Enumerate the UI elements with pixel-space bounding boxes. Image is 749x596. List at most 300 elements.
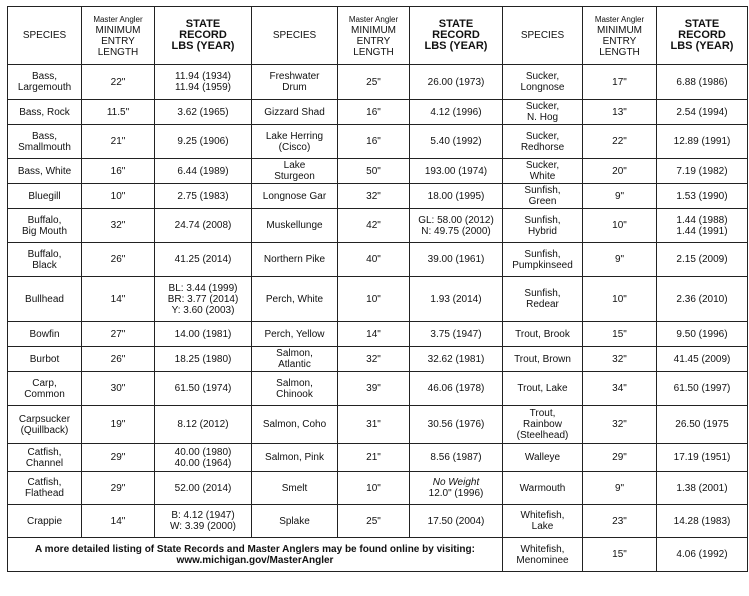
text-line: 14.00 (1981) bbox=[174, 328, 232, 340]
state-record-cell bbox=[657, 277, 748, 322]
text-line: Warmouth bbox=[519, 482, 566, 494]
species-cell bbox=[503, 277, 583, 322]
species-cell bbox=[8, 505, 82, 538]
species-cell bbox=[8, 159, 82, 184]
species-cell bbox=[252, 277, 338, 322]
state-record-cell bbox=[155, 406, 252, 444]
text-line: Carpsucker bbox=[18, 413, 71, 425]
text-line: Largemouth bbox=[17, 82, 72, 93]
text-line: Northern Pike bbox=[263, 254, 326, 265]
min-length-cell: 10" bbox=[338, 472, 410, 505]
state-record-cell bbox=[410, 243, 503, 277]
header-line: MINIMUM bbox=[597, 24, 642, 36]
text-line: Salmon, bbox=[276, 348, 313, 359]
text-line: Sturgeon bbox=[274, 171, 315, 182]
text-line: Perch, Yellow bbox=[264, 328, 325, 340]
text-line: 26.50 (1975 bbox=[675, 419, 729, 430]
text-line: Flathead bbox=[25, 488, 64, 499]
min-length-cell: 32" bbox=[338, 347, 410, 372]
text-line: Pumpkinseed bbox=[512, 259, 573, 271]
text-line: Buffalo, bbox=[27, 214, 62, 226]
min-length-cell: 26" bbox=[82, 347, 155, 372]
species-cell bbox=[252, 125, 338, 159]
text-line: Trout, bbox=[529, 408, 556, 419]
table-row bbox=[8, 505, 748, 538]
state-records-table bbox=[7, 6, 748, 572]
min-length-cell: 13" bbox=[583, 100, 657, 125]
state-record-cell bbox=[410, 372, 503, 406]
min-length-cell: 25" bbox=[338, 65, 410, 100]
species-cell bbox=[8, 125, 82, 159]
header-row bbox=[8, 7, 748, 65]
text-line: 11.94 (1934) bbox=[175, 71, 231, 82]
text-line: No Weight bbox=[432, 477, 480, 488]
text-line: W: 3.39 (2000) bbox=[170, 521, 236, 532]
min-length-cell: 34" bbox=[583, 372, 657, 406]
state-record-cell bbox=[657, 243, 748, 277]
text-line: (Cisco) bbox=[278, 141, 311, 153]
text-line: 61.50 (1997) bbox=[673, 383, 731, 394]
text-line: 1.44 (1991) bbox=[676, 225, 728, 237]
text-line: Lake bbox=[283, 160, 306, 171]
min-length-cell: 32" bbox=[338, 184, 410, 209]
text-line: 30.56 (1976) bbox=[427, 419, 485, 430]
state-record-cell bbox=[657, 159, 748, 184]
min-length-cell: 26" bbox=[82, 243, 155, 277]
text-line: 24.74 (2008) bbox=[174, 220, 232, 231]
text-line: Catfish, bbox=[27, 446, 62, 458]
table-row bbox=[8, 100, 748, 125]
text-line: Sucker, bbox=[525, 71, 560, 82]
min-length-cell: 30" bbox=[82, 372, 155, 406]
state-record-cell bbox=[410, 277, 503, 322]
species-cell bbox=[503, 505, 583, 538]
min-length-cell: 21" bbox=[338, 444, 410, 472]
state-record-cell bbox=[657, 184, 748, 209]
state-record-cell bbox=[410, 505, 503, 538]
header-line: LBS (YEAR) bbox=[424, 40, 488, 52]
text-line: 11.94 (1959) bbox=[175, 82, 231, 93]
min-length-cell: 14" bbox=[338, 322, 410, 347]
text-line: 1.93 (2014) bbox=[430, 293, 482, 305]
min-length-cell: 10" bbox=[82, 184, 155, 209]
table-row bbox=[8, 209, 748, 243]
min-length-cell: 27" bbox=[82, 322, 155, 347]
text-line: 193.00 (1974) bbox=[424, 165, 488, 177]
text-line: Trout, Brown bbox=[514, 353, 571, 365]
text-line: Y: 3.60 (2003) bbox=[171, 304, 235, 316]
min-length-cell: 29" bbox=[82, 472, 155, 505]
species-cell bbox=[8, 100, 82, 125]
species-cell bbox=[503, 65, 583, 100]
state-record-cell bbox=[657, 347, 748, 372]
text-line: 1.38 (2001) bbox=[676, 482, 728, 494]
state-record-header bbox=[657, 7, 748, 65]
min-length-cell: 16" bbox=[338, 125, 410, 159]
text-line: 2.36 (2010) bbox=[676, 293, 728, 305]
state-record-cell bbox=[657, 209, 748, 243]
species-cell bbox=[503, 125, 583, 159]
species-cell bbox=[252, 505, 338, 538]
min-length-cell: 11.5" bbox=[82, 100, 155, 125]
min-length-header bbox=[82, 7, 155, 65]
master-angler-label: Master Angler bbox=[348, 14, 399, 24]
text-line: Longnose Gar bbox=[262, 190, 327, 202]
text-line: Catfish, bbox=[27, 477, 62, 488]
table-row bbox=[8, 372, 748, 406]
species-cell bbox=[8, 322, 82, 347]
text-line: Whitefish, bbox=[520, 510, 565, 521]
min-length-cell: 9" bbox=[583, 243, 657, 277]
min-length-cell: 50" bbox=[338, 159, 410, 184]
table-row bbox=[8, 243, 748, 277]
state-record-cell bbox=[410, 65, 503, 100]
min-length-cell: 16" bbox=[338, 100, 410, 125]
header-line: RECORD bbox=[179, 29, 227, 41]
master-angler-label: Master Angler bbox=[594, 14, 645, 24]
text-line: 12.89 (1991) bbox=[673, 136, 731, 147]
text-line: 18.25 (1980) bbox=[174, 353, 232, 365]
header-line: STATE bbox=[684, 18, 720, 30]
state-record-header bbox=[410, 7, 503, 65]
text-line: Trout, Brook bbox=[515, 328, 570, 340]
state-record-cell bbox=[657, 472, 748, 505]
min-length-cell: 20" bbox=[583, 159, 657, 184]
species-cell bbox=[252, 65, 338, 100]
state-record-cell bbox=[410, 347, 503, 372]
text-line: Smelt bbox=[281, 482, 308, 494]
text-line: Lake bbox=[531, 521, 554, 532]
text-line: Bowfin bbox=[29, 328, 60, 340]
text-line: 41.45 (2009) bbox=[673, 353, 731, 365]
header-line: ENTRY bbox=[101, 35, 135, 47]
text-line: 26.00 (1973) bbox=[427, 76, 485, 88]
text-line: White bbox=[529, 171, 556, 182]
state-record-cell bbox=[410, 159, 503, 184]
species-cell bbox=[503, 406, 583, 444]
text-line: BL: 3.44 (1999) bbox=[168, 282, 238, 294]
species-cell bbox=[503, 322, 583, 347]
species-cell bbox=[252, 209, 338, 243]
state-record-cell bbox=[410, 184, 503, 209]
state-record-cell bbox=[155, 65, 252, 100]
state-record-cell bbox=[155, 372, 252, 406]
species-cell bbox=[8, 184, 82, 209]
species-cell bbox=[8, 347, 82, 372]
text-line: Walleye bbox=[524, 452, 561, 463]
text-line: Splake bbox=[279, 515, 310, 527]
text-line: 52.00 (2014) bbox=[174, 482, 232, 494]
text-line: 2.75 (1983) bbox=[177, 190, 229, 202]
min-length-cell: 40" bbox=[338, 243, 410, 277]
species-cell bbox=[503, 538, 583, 572]
text-line: Rainbow bbox=[523, 419, 562, 430]
header-line: MINIMUM bbox=[351, 24, 396, 36]
state-record-cell bbox=[155, 243, 252, 277]
header-line: LENGTH bbox=[353, 46, 394, 58]
text-line: 39.00 (1961) bbox=[427, 254, 485, 265]
text-line: N. Hog bbox=[526, 112, 559, 123]
text-line: 7.19 (1982) bbox=[676, 165, 728, 177]
min-length-header bbox=[338, 7, 410, 65]
text-line: Burbot bbox=[29, 353, 60, 365]
min-length-cell: 42" bbox=[338, 209, 410, 243]
text-line: Bluegill bbox=[28, 190, 61, 202]
species-cell bbox=[503, 444, 583, 472]
min-length-cell: 29" bbox=[583, 444, 657, 472]
species-cell bbox=[252, 472, 338, 505]
species-header: SPECIES bbox=[8, 7, 82, 65]
state-record-cell bbox=[155, 472, 252, 505]
text-line: Whitefish, bbox=[520, 543, 565, 555]
state-record-cell bbox=[657, 100, 748, 125]
state-record-cell bbox=[410, 444, 503, 472]
state-record-cell bbox=[155, 184, 252, 209]
text-line: 2.15 (2009) bbox=[676, 254, 728, 265]
text-line: 18.00 (1995) bbox=[427, 190, 485, 202]
text-line: 9.50 (1996) bbox=[676, 328, 728, 340]
text-line: Salmon, bbox=[276, 377, 313, 389]
table-row bbox=[8, 472, 748, 505]
text-line: Common bbox=[24, 388, 65, 400]
text-line: 1.53 (1990) bbox=[676, 190, 728, 202]
min-length-cell: 17" bbox=[583, 65, 657, 100]
species-cell bbox=[503, 184, 583, 209]
min-length-cell: 9" bbox=[583, 472, 657, 505]
text-line: 6.44 (1989) bbox=[177, 165, 229, 177]
text-line: 8.12 (2012) bbox=[177, 419, 229, 430]
text-line: 12.0" (1996) bbox=[428, 488, 484, 499]
text-line: Green bbox=[528, 196, 557, 207]
state-record-cell bbox=[155, 505, 252, 538]
species-cell bbox=[8, 65, 82, 100]
text-line: Sunfish, bbox=[524, 185, 561, 196]
text-line: 41.25 (2014) bbox=[174, 254, 232, 265]
text-line: 1.44 (1988) bbox=[676, 214, 728, 226]
species-cell bbox=[503, 243, 583, 277]
text-line: Bass, Rock bbox=[19, 106, 70, 118]
state-record-cell bbox=[657, 505, 748, 538]
text-line: Sunfish, bbox=[524, 214, 561, 226]
species-cell bbox=[503, 472, 583, 505]
table-row bbox=[8, 406, 748, 444]
min-length-cell: 39" bbox=[338, 372, 410, 406]
text-line: Sucker, bbox=[525, 130, 560, 142]
species-cell bbox=[252, 322, 338, 347]
text-line: Freshwater bbox=[269, 71, 320, 82]
species-cell bbox=[252, 406, 338, 444]
header-line: STATE bbox=[438, 18, 474, 30]
text-line: 17.50 (2004) bbox=[427, 515, 485, 527]
text-line: 32.62 (1981) bbox=[427, 353, 485, 365]
text-line: Salmon, Coho bbox=[262, 419, 327, 430]
text-line: Smallmouth bbox=[18, 141, 71, 153]
species-cell bbox=[503, 100, 583, 125]
text-line: 4.06 (1992) bbox=[676, 549, 728, 560]
min-length-cell: 15" bbox=[583, 322, 657, 347]
header-line: LENGTH bbox=[599, 46, 640, 58]
master-angler-label: Master Angler bbox=[93, 14, 143, 24]
text-line: Sucker, bbox=[525, 101, 560, 112]
state-record-cell bbox=[410, 322, 503, 347]
species-cell bbox=[252, 243, 338, 277]
text-line: Perch, White bbox=[265, 293, 324, 305]
state-record-cell bbox=[657, 538, 748, 572]
header-line: LENGTH bbox=[97, 46, 139, 58]
text-line: Bullhead bbox=[25, 293, 64, 305]
text-line: 3.75 (1947) bbox=[430, 328, 482, 340]
species-cell bbox=[252, 184, 338, 209]
text-line: 17.19 (1951) bbox=[673, 452, 731, 463]
state-record-cell bbox=[410, 472, 503, 505]
header-line: ENTRY bbox=[602, 35, 637, 47]
header-line: LBS (YEAR) bbox=[670, 40, 734, 52]
text-line: Menominee bbox=[516, 554, 569, 566]
species-cell bbox=[8, 277, 82, 322]
table-row bbox=[8, 125, 748, 159]
state-record-cell bbox=[410, 209, 503, 243]
text-line: Gizzard Shad bbox=[264, 106, 325, 118]
min-length-cell: 23" bbox=[583, 505, 657, 538]
text-line: Carp, bbox=[32, 377, 57, 389]
state-record-header bbox=[155, 7, 252, 65]
state-record-cell bbox=[657, 444, 748, 472]
min-length-cell: 10" bbox=[583, 209, 657, 243]
min-length-cell: 15" bbox=[583, 538, 657, 572]
text-line: GL: 58.00 (2012) bbox=[418, 214, 494, 226]
min-length-cell: 16" bbox=[82, 159, 155, 184]
species-cell bbox=[503, 209, 583, 243]
min-length-cell: 29" bbox=[82, 444, 155, 472]
state-record-cell bbox=[657, 372, 748, 406]
state-record-cell bbox=[657, 322, 748, 347]
text-line: Big Mouth bbox=[21, 225, 68, 237]
text-line: Redear bbox=[526, 299, 559, 310]
state-record-cell bbox=[410, 406, 503, 444]
footer-row bbox=[8, 538, 748, 572]
species-cell bbox=[252, 372, 338, 406]
table-row bbox=[8, 347, 748, 372]
header-line: LBS (YEAR) bbox=[171, 40, 235, 52]
text-line: Longnose bbox=[520, 82, 565, 93]
table-row bbox=[8, 444, 748, 472]
species-cell bbox=[503, 372, 583, 406]
species-cell bbox=[252, 159, 338, 184]
header-line: ENTRY bbox=[356, 35, 391, 47]
text-line: 9.25 (1906) bbox=[177, 136, 229, 147]
text-line: Black bbox=[32, 259, 57, 271]
header-line: MINIMUM bbox=[95, 24, 141, 36]
header-line: STATE bbox=[185, 18, 221, 30]
text-line: Sunfish, bbox=[524, 288, 561, 299]
state-record-cell bbox=[657, 65, 748, 100]
table-row bbox=[8, 277, 748, 322]
text-line: Channel bbox=[25, 457, 64, 469]
min-length-cell: 22" bbox=[583, 125, 657, 159]
species-cell bbox=[8, 372, 82, 406]
text-line: Lake Herring bbox=[265, 130, 324, 142]
species-cell bbox=[8, 209, 82, 243]
state-record-cell bbox=[155, 277, 252, 322]
text-line: BR: 3.77 (2014) bbox=[167, 293, 239, 305]
text-line: Bass, bbox=[31, 130, 57, 142]
min-length-cell: 19" bbox=[82, 406, 155, 444]
footer-url: www.michigan.gov/MasterAngler bbox=[176, 554, 334, 566]
table-row bbox=[8, 322, 748, 347]
min-length-cell: 9" bbox=[583, 184, 657, 209]
text-line: 46.06 (1978) bbox=[427, 383, 485, 394]
text-line: Bass, bbox=[31, 71, 57, 82]
state-record-cell bbox=[155, 444, 252, 472]
state-record-cell bbox=[155, 159, 252, 184]
text-line: 2.54 (1994) bbox=[676, 106, 728, 118]
text-line: Buffalo, bbox=[27, 248, 62, 260]
state-record-cell bbox=[410, 125, 503, 159]
text-line: 4.12 (1996) bbox=[430, 106, 482, 118]
text-line: Hybrid bbox=[528, 225, 557, 237]
table-row bbox=[8, 65, 748, 100]
text-line: Muskellunge bbox=[266, 220, 323, 231]
species-cell bbox=[252, 100, 338, 125]
text-line: 14.28 (1983) bbox=[673, 515, 731, 527]
text-line: 8.56 (1987) bbox=[430, 452, 482, 463]
min-length-cell: 14" bbox=[82, 277, 155, 322]
min-length-cell: 10" bbox=[583, 277, 657, 322]
state-record-cell bbox=[155, 209, 252, 243]
text-line: 40.00 (1964) bbox=[174, 457, 232, 469]
text-line: Redhorse bbox=[520, 141, 565, 153]
text-line: Atlantic bbox=[278, 359, 311, 370]
min-length-header bbox=[583, 7, 657, 65]
text-line: 6.88 (1986) bbox=[676, 76, 728, 88]
min-length-cell: 10" bbox=[338, 277, 410, 322]
text-line: B: 4.12 (1947) bbox=[171, 510, 235, 521]
min-length-cell: 31" bbox=[338, 406, 410, 444]
species-cell bbox=[503, 347, 583, 372]
species-cell bbox=[252, 347, 338, 372]
header-line: RECORD bbox=[432, 29, 480, 41]
text-line: Drum bbox=[282, 82, 307, 93]
text-line: Salmon, Pink bbox=[265, 452, 324, 463]
text-line: Sunfish, bbox=[524, 248, 561, 260]
text-line: 3.62 (1965) bbox=[177, 106, 229, 118]
state-record-cell bbox=[657, 125, 748, 159]
min-length-cell: 25" bbox=[338, 505, 410, 538]
text-line: N: 49.75 (2000) bbox=[421, 225, 491, 237]
species-cell bbox=[8, 243, 82, 277]
state-record-cell bbox=[410, 100, 503, 125]
text-line: Trout, Lake bbox=[517, 383, 568, 394]
state-record-cell bbox=[155, 322, 252, 347]
text-line: Sucker, bbox=[525, 160, 560, 171]
table-container bbox=[7, 6, 748, 572]
text-line: 5.40 (1992) bbox=[430, 136, 482, 147]
state-record-cell bbox=[155, 100, 252, 125]
state-record-cell bbox=[155, 347, 252, 372]
text-line: (Quillback) bbox=[20, 424, 69, 436]
species-header: SPECIES bbox=[252, 7, 338, 65]
species-cell bbox=[503, 159, 583, 184]
species-cell bbox=[8, 472, 82, 505]
species-cell bbox=[8, 444, 82, 472]
text-line: Crappie bbox=[26, 515, 63, 527]
text-line: Chinook bbox=[276, 388, 313, 400]
footer-note bbox=[8, 538, 503, 572]
table-row bbox=[8, 159, 748, 184]
min-length-cell: 32" bbox=[583, 347, 657, 372]
state-record-cell bbox=[155, 125, 252, 159]
header-line: RECORD bbox=[678, 29, 726, 41]
